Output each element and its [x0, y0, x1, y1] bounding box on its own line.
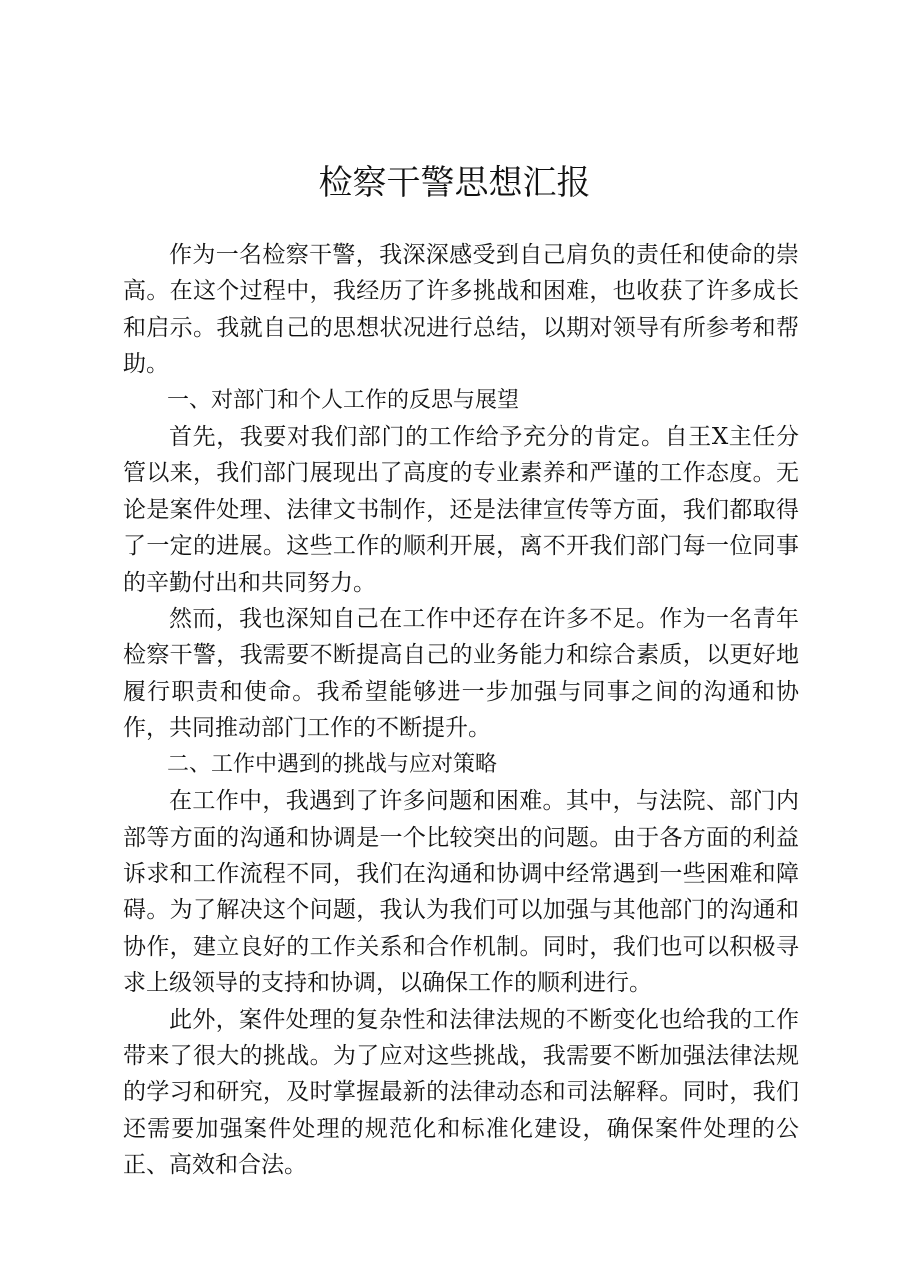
- paragraph-intro: 作为一名检察干警，我深深感受到自己肩负的责任和使命的崇高。在这个过程中，我经历了许多挑战和困难，也收获了许多成长和启示。我就自己的思想状况进行总结，以期对领导有所参考和帮助。: [123, 242, 799, 378]
- document-body: [123, 237, 799, 1184]
- paragraph-case-complexity: 此外，案件处理的复杂性和法律法规的不断变化也给我的工作带来了很大的挑战。为了应对这些挑战，我需要不断加强法律法规的学习和研究，及时掌握最新的法律动态和司法解释。同时，我们还需要加强案件处理的规范化和标准化建设，确保案件处理的公正、高效和合法。: [123, 1006, 799, 1179]
- section-heading-1: 一、对部门和个人工作的反思与展望: [167, 387, 520, 413]
- paragraph-personal-shortcomings: 然而，我也深知自己在工作中还存在许多不足。作为一名青年检察干警，我需要不断提高自己的业务能力和综合素质，以更好地履行职责和使命。我希望能够进一步加强与同事之间的沟通和协作，共同推动部门工作的不断提升。: [123, 606, 799, 742]
- document-title: 检察干警思想汇报: [318, 163, 591, 203]
- paragraph-communication-challenges: 在工作中，我遇到了许多问题和困难。其中，与法院、部门内部等方面的沟通和协调是一个比较突出的问题。由于各方面的利益诉求和工作流程不同，我们在沟通和协调中经常遇到一些困难和障碍。为了解决这个问题，我认为我们可以加强与其他部门的沟通和协作，建立良好的工作关系和合作机制。同时，我们也可以积极寻求上级领导的支持和协调，以确保工作的顺利进行。: [123, 788, 799, 997]
- paragraph-department-affirmation: 首先，我要对我们部门的工作给予充分的肯定。自王X主任分管以来，我们部门展现出了高度的专业素养和严谨的工作态度。无论是案件处理、法律文书制作，还是法律宣传等方面，我们都取得了一定的进展。这些工作的顺利开展，离不开我们部门每一位同事的辛勤付出和共同努力。: [123, 424, 799, 596]
- section-heading-2: 二、工作中遇到的挑战与应对策略: [167, 751, 498, 777]
